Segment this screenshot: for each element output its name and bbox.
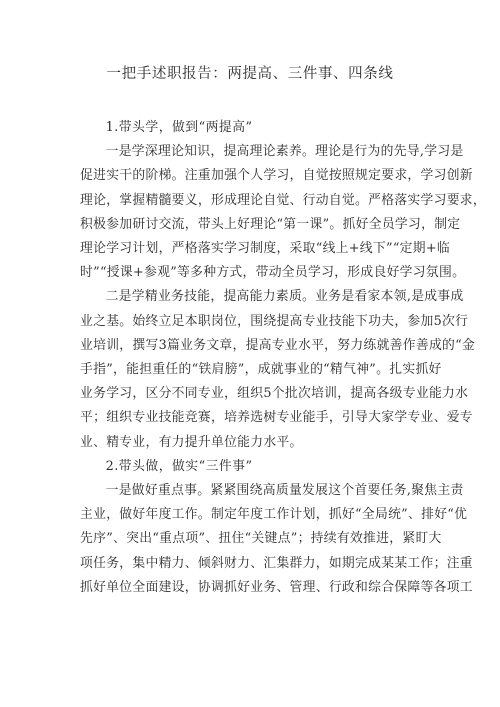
text-line: 手指”，能担重任的“铁肩膀”，成就事业的“精气神”。扎实抓好	[80, 362, 442, 378]
text-line: 积极参加研讨交流，带头上好理论“第一课”。抓好全员学习，制定	[80, 216, 461, 232]
text-line: 二是学精业务技能，提高能力素质。业务是看家本领,是成事成	[105, 289, 464, 305]
text-line: 先序”、突出“重点项”、扭住“关键点”；持续有效推进，紧盯大	[80, 531, 442, 547]
paragraph	[80, 479, 473, 600]
text-line: 理论学习计划，严格落实学习制度，采取“线上+线下”“定期+临	[80, 241, 450, 257]
text-line: 业之基。始终立足本职岗位，围绕提高专业技能下功夫，参加5次行	[80, 313, 469, 329]
section-heading: 2.带头做，做实“三件事”	[105, 458, 253, 474]
text-line: 项任务，集中精力、倾斜财力、汇集群力，如期完成某某工作；注重	[80, 555, 473, 571]
text-line: 一是做好重点事。紧紧围绕高质量发展这个首要任务,聚焦主责	[105, 483, 464, 499]
section-heading: 1.带头学，做到“两提高”	[105, 120, 253, 135]
document-body	[80, 116, 487, 600]
text-line: 理论，掌握精髓要义，形成理论自觉、行动自觉。严格落实学习要求，	[80, 192, 487, 208]
text-line: 业培训，撰写3篇业务文章，提高专业水平，努力练就善作善成的“金	[80, 337, 476, 353]
text-line: 平；组织专业技能竞赛，培养选树专业能手，引导大家学专业、爱专	[80, 410, 473, 426]
text-line: 促进实干的阶梯。注重加强个人学习，自觉按照规定要求，学习创新	[80, 168, 473, 184]
document-title: 一把手述职报告：两提高、三件事、四条线	[106, 66, 394, 82]
text-line: 时”“授课+参观”等多种方式，带动全员学习，形成良好学习氛围。	[80, 265, 466, 281]
text-line: 一是学深理论知识，提高理论素养。理论是行为的先导,学习是	[105, 144, 464, 160]
text-line: 业务学习，区分不同专业，组织5个批次培训，提高各级专业能力水	[80, 386, 469, 402]
text-line: 主业，做好年度工作。制定年度工作计划，抓好“全局统”、排好“优	[80, 507, 468, 523]
text-line: 抓好单位全面建设，协调抓好业务、管理、行政和综合保障等各项工	[80, 579, 473, 595]
paragraph	[80, 140, 487, 285]
text-line: 业、精专业，有力提升单位能力水平。	[80, 434, 303, 450]
paragraph	[80, 285, 476, 454]
